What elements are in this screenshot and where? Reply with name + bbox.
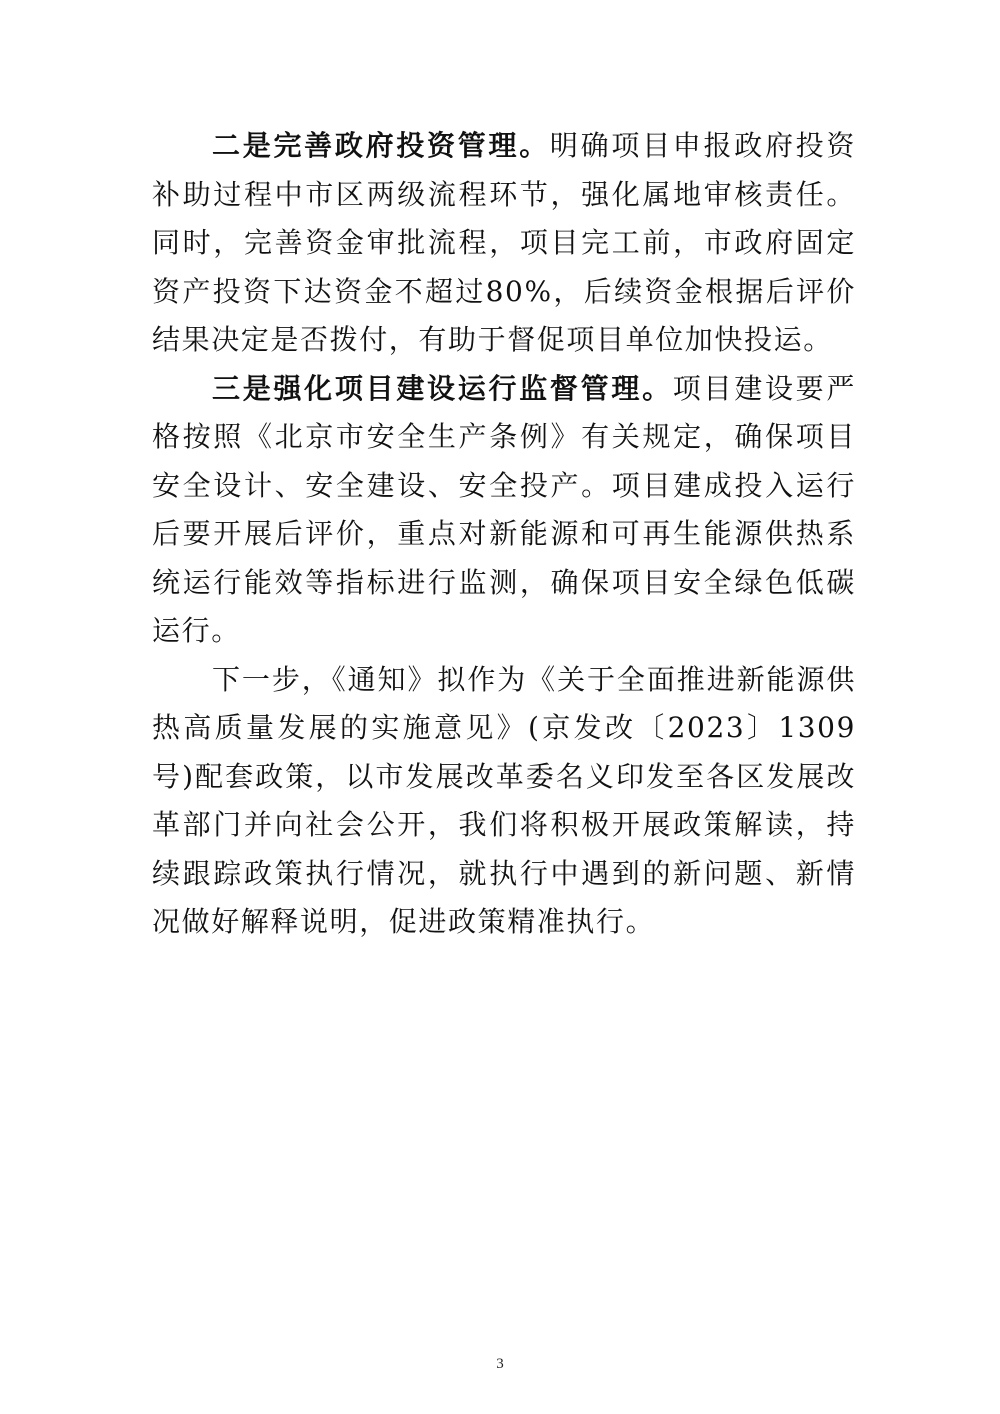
paragraph-text: 明确项目申报政府投资补助过程中市区两级流程环节，强化属地审核责任。同时，完善资金审批流程，项目完工前，市政府固定资产投资下达资金不超过80%，后续资金根据后评价结果决定是否拨付，有助于督促项目单位加快投运。 (152, 129, 856, 356)
document-body (152, 122, 856, 947)
paragraph-text: 项目建设要严格按照《北京市安全生产条例》有关规定，确保项目安全设计、安全建设、安全投产。项目建成投入运行后要开展后评价，重点对新能源和可再生能源供热系统运行能效等指标进行监测，确保项目安全绿色低碳运行。 (152, 371, 856, 647)
paragraph-heading: 三是强化项目建设运行监督管理。 (212, 371, 673, 405)
paragraph-text: 下一步，《通知》拟作为《关于全面推进新能源供热高质量发展的实施意见》(京发改〔2023〕1309号)配套政策，以市发展改革委名义印发至各区发展改革部门并向社会公开，我们将积极开展政策解读，持续跟踪政策执行情况，就执行中遇到的新问题、新情况做好解释说明，促进政策精准执行。 (152, 662, 856, 938)
paragraph-investment-management (152, 122, 856, 365)
page-number: 3 (496, 1356, 504, 1372)
paragraph-next-steps (152, 656, 856, 947)
paragraph-heading: 二是完善政府投资管理。 (212, 129, 550, 162)
paragraph-construction-supervision (152, 365, 856, 656)
